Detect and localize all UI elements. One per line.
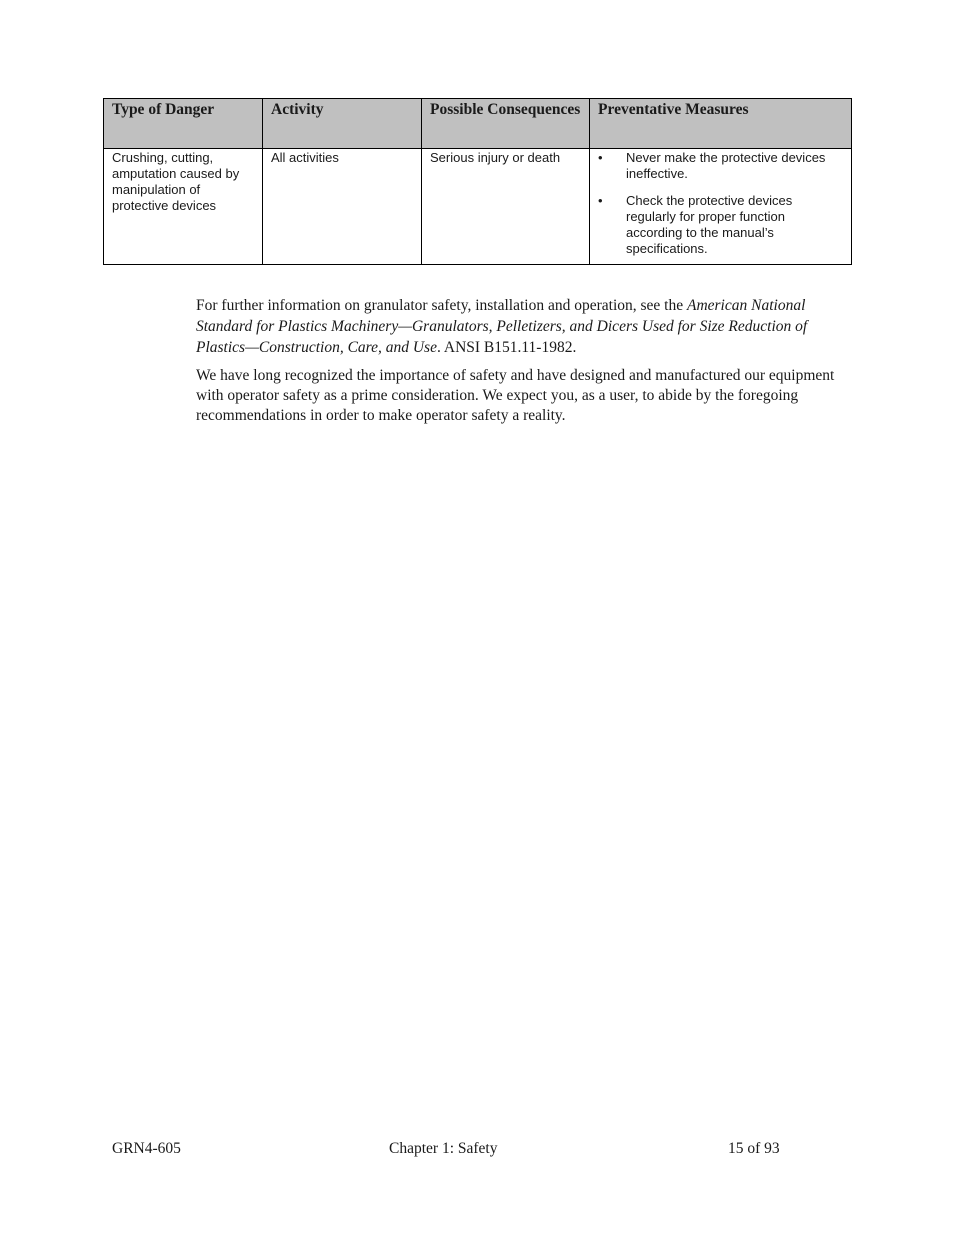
footer-doc-id: GRN4-605 (112, 1140, 181, 1157)
bullet-glyph: • (598, 193, 603, 208)
standard-title: American National Standard for Plastics Machinery—Granulators, Pelletizers, and Dicers Used for Size Reduction of Plastics—Construction, Care, and Use (196, 297, 808, 356)
paragraph-lead: For further information on granulator safety, installation and operation, see the (196, 297, 687, 314)
footer-page-number: 15 of 93 (728, 1140, 780, 1157)
danger-table (103, 98, 852, 265)
cell-consequences: Serious injury or death (422, 149, 590, 265)
paragraph-safety-commitment: We have long recognized the importance of safety and have designed and manufactured our equipment with operator safety as a prime consideration. We expect you, as a user, to abide by the foregoing recommendations in order to make operator safety a reality. (196, 367, 835, 424)
header-possible-consequences: Possible Consequences (422, 99, 590, 149)
header-type-of-danger: Type of Danger (104, 99, 263, 149)
body-text (196, 295, 836, 434)
table-header-row (104, 99, 852, 149)
header-activity: Activity (263, 99, 422, 149)
measure-text: Never make the protective devices ineffective. (626, 150, 826, 181)
paragraph-tail: . ANSI B151.11-1982. (436, 339, 577, 356)
list-item (598, 193, 843, 257)
cell-measures (590, 149, 852, 265)
list-item (598, 150, 843, 182)
measures-list (598, 150, 843, 257)
table-row (104, 149, 852, 265)
cell-activity: All activities (263, 149, 422, 265)
paragraph-further-information (196, 295, 836, 358)
measure-text: Check the protective devices regularly for proper function according to the manual’s specifications. (626, 193, 793, 256)
footer-chapter: Chapter 1: Safety (389, 1140, 498, 1157)
cell-danger: Crushing, cutting, amputation caused by manipulation of protective devices (104, 149, 263, 265)
header-preventative-measures: Preventative Measures (590, 99, 852, 149)
bullet-glyph: • (598, 150, 603, 165)
